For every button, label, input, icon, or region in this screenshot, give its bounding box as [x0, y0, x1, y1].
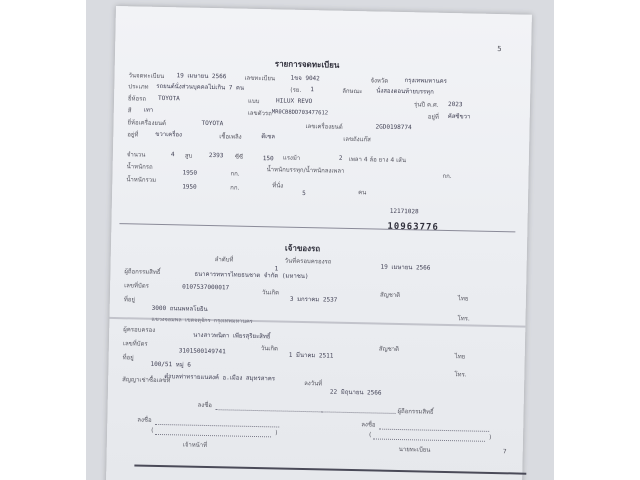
fuel-label: เชื้อเพลิง	[219, 133, 242, 141]
weight-value: 1950	[182, 169, 198, 177]
chassis-position: คัสซีขวา	[447, 112, 471, 121]
type-label: ประเภท	[128, 83, 149, 91]
chassis-number: MR0CB8DD703477612	[271, 109, 329, 117]
contract-value: ตำบลท่าทรายแนสงค์ อ.เมือง สมุทรสาคร	[164, 373, 276, 383]
possessor-name: นางสาวพนิดา เพียรสุริยะสิทธิ์	[193, 331, 271, 341]
cylinder-unit: สูบ	[184, 152, 193, 160]
model-label: แบบ	[247, 97, 260, 106]
vehicle-type: รถยนต์นั่งส่วนบุคคลไม่เกิน 7 คน	[156, 82, 245, 92]
engine-cc: 2393	[208, 151, 224, 160]
cylinder-label: จำนวน	[126, 151, 146, 159]
page-number: 5	[497, 44, 502, 54]
holder-name: ธนาคารทหารไทยธนชาต จำกัด (มหาชน)	[194, 270, 309, 281]
engine-number: 2GD0198774	[375, 123, 412, 132]
kg-unit-2: กก.	[442, 172, 452, 181]
horsepower: 150	[262, 155, 274, 163]
holder-address-2: แขวงจอมพล เขตจตุจักร กรุงเทพมหานคร	[151, 316, 253, 325]
model-year: 2023	[447, 100, 463, 109]
seats-label: ที่นั่ง	[272, 182, 284, 190]
seq-value: 1	[274, 265, 279, 273]
model: HILUX REVO	[275, 97, 313, 106]
cylinder-count: 4	[170, 151, 175, 159]
wheels-text: เพลา 4 ล้อ ยาง 4 เส้น	[348, 155, 407, 165]
engine-brand-label: ยี่ห้อเครื่องยนต์	[127, 119, 167, 128]
sig-label-2: ลงชื่อ	[137, 416, 152, 424]
sig-label-3: ลงชื่อ	[361, 421, 376, 429]
kg-unit: กก.	[230, 170, 240, 178]
officer-label: เจ้าหน้าที่	[182, 441, 208, 450]
kg-unit-3: กก.	[230, 184, 240, 192]
model-year-label: รุ่นปี ค.ศ.	[413, 101, 439, 109]
sig-line-3	[155, 423, 279, 428]
holder-nat-label: สัญชาติ	[379, 291, 401, 300]
contract-label: สัญญาเช่าซื้อเลขที่	[122, 376, 171, 385]
color: เทา	[143, 106, 154, 114]
brand-label: ยี่ห้อรถ	[127, 95, 147, 103]
reg-date-label: วันจดทะเบียน	[128, 72, 165, 81]
registration-paper	[106, 6, 532, 480]
rs-value: 1	[310, 86, 314, 94]
contract-date: 22 มิถุนายน 2566	[329, 388, 382, 397]
serial-number: 12171028	[389, 207, 419, 216]
color-label: สี	[127, 107, 132, 115]
sig-holder-label: ผู้ถือกรรมสิทธิ์	[397, 407, 434, 416]
holder-label: ผู้ถือกรรมสิทธิ์	[124, 268, 161, 276]
total-weight-label: น้ำหนักรวม	[126, 176, 157, 184]
holder-phone-label: โทร.	[457, 315, 470, 323]
possession-date-label: วันที่ครอบครองรถ	[284, 257, 332, 266]
holder-nationality: ไทย	[457, 295, 469, 303]
holder-dob: 3 มกราคม 2537	[289, 295, 338, 304]
sig-line-1	[216, 408, 322, 412]
engine-pos-label: อยู่ที่	[127, 131, 139, 139]
holder-dob-label: วันเกิด	[261, 289, 280, 297]
holder-id: 0107537000017	[182, 283, 230, 292]
paren-open-2: (	[369, 431, 372, 439]
possessor-address-label: ที่อยู่	[122, 354, 134, 362]
possessor-dob: 1 มีนาคม 2511	[288, 351, 334, 360]
fuel: ดีเซล	[261, 133, 276, 141]
weight-label: น้ำหนักรถ	[126, 163, 153, 171]
bottom-rule	[134, 464, 526, 474]
section-divider	[119, 223, 515, 232]
paren-close-2: )	[488, 433, 492, 441]
brand: TOYOTA	[158, 94, 180, 103]
engine-position: ขวาเครื่อง	[155, 130, 183, 139]
seq-label: ลำดับที่	[214, 256, 234, 264]
sig-line-2	[322, 410, 396, 414]
tank-label: เลขถังแก๊ส	[343, 135, 371, 144]
contract-date-label: ลงวันที่	[304, 380, 323, 388]
paren-open-1: (	[151, 426, 154, 434]
sig-line-4	[379, 428, 489, 432]
paren-line-2	[373, 437, 485, 441]
owner-title: เจ้าของรถ	[284, 243, 321, 254]
possessor-nat-label: สัญชาติ	[378, 345, 400, 354]
seats: 5	[302, 189, 306, 198]
chassis-label: เลขตัวรถ	[247, 109, 272, 118]
possessor-phone-label: โทร.	[454, 371, 467, 379]
paren-line-1	[155, 433, 271, 437]
vehicle-style: นั่งสองตอนท้ายบรรทุก	[376, 87, 434, 96]
load-label: น้ำหนักบรรทุก/น้ำหนักลงเพลา	[266, 166, 345, 175]
possessor-label: ผู้ครอบครอง	[123, 326, 156, 334]
document-photo	[86, 0, 554, 480]
possessor-nationality: ไทย	[454, 353, 466, 361]
possessor-id-label: เลขที่บัตร	[122, 340, 148, 348]
engine-no-label: เลขเครื่องยนต์	[305, 122, 343, 131]
province: กรุงเทพมหานคร	[404, 77, 447, 85]
plate-label: เลขทะเบียน	[244, 74, 276, 83]
possession-date: 19 เมษายน 2566	[380, 263, 431, 272]
total-weight: 1950	[182, 183, 197, 191]
cc-unit: ซีซี	[234, 153, 244, 161]
footer-number: 7	[502, 448, 507, 456]
axle-count: 2	[338, 154, 343, 162]
engine-brand: TOYOTA	[201, 119, 224, 128]
style-label: ลักษณะ	[342, 87, 363, 96]
plate-number: 1ขจ 9042	[290, 74, 320, 83]
stamp-number: 10963776	[387, 221, 439, 233]
possessor-dob-label: วันเกิด	[260, 345, 278, 353]
sig-label-1: ลงชื่อ	[197, 401, 213, 410]
holder-address-label: ที่อยู่	[123, 296, 135, 304]
holder-id-label: เลขที่บัตร	[124, 282, 149, 290]
possessor-id: 3101500149741	[178, 347, 226, 356]
province-label: จังหวัด	[370, 77, 389, 85]
hp-unit: แรงม้า	[282, 154, 301, 162]
holder-address: 3000 ถนนพหลโยธิน	[151, 304, 208, 313]
registration-title: รายการจดทะเบียน	[274, 59, 340, 70]
rs-label: (รย.	[290, 86, 302, 94]
reg-date: 19 เมษายน 2566	[176, 72, 227, 81]
paren-close-1: )	[275, 429, 278, 437]
seats-unit: คน	[358, 189, 367, 197]
chassis-pos-label: อยู่ที่	[427, 113, 439, 121]
registrar-label: นายทะเบียน	[398, 446, 431, 454]
possessor-address: 100/51 หมู่ 6	[150, 360, 191, 369]
